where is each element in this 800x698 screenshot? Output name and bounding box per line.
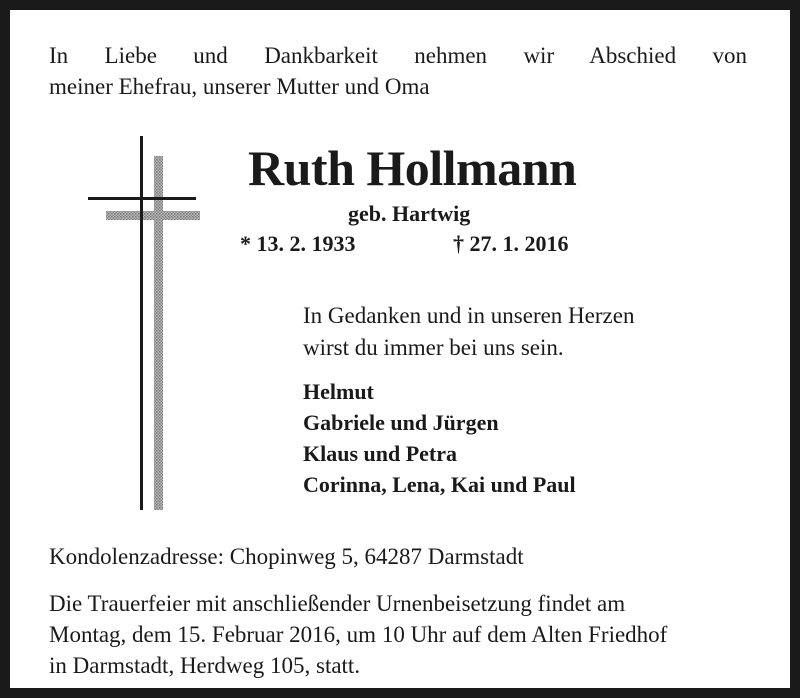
ceremony-info	[49, 588, 667, 681]
maiden-name: geb. Hartwig	[348, 201, 471, 226]
death-date: † 27. 1. 2016	[453, 231, 569, 256]
intro-text	[49, 40, 747, 102]
family-list	[303, 376, 576, 500]
family-member: Klaus und Petra	[303, 441, 458, 466]
family-member: Corinna, Lena, Kai und Paul	[303, 472, 576, 497]
intro-line-2: meiner Ehefrau, unserer Mutter und Oma	[49, 74, 430, 99]
ceremony-line-2: Montag, dem 15. Februar 2016, um 10 Uhr auf dem Alten Friedhof	[49, 622, 668, 647]
intro-line-1: In Liebe und Dankbarkeit nehmen wir Abschied von	[49, 43, 747, 68]
birth-date: * 13. 2. 1933	[240, 231, 356, 256]
ceremony-line-1: Die Trauerfeier mit anschließender Urnenbeisetzung findet am	[49, 591, 626, 616]
family-member: Helmut	[303, 379, 374, 404]
deceased-name: Ruth Hollmann	[248, 140, 577, 196]
family-member: Gabriele und Jürgen	[303, 410, 499, 435]
memorial-quote	[303, 300, 634, 364]
quote-line-2: wirst du immer bei uns sein.	[303, 335, 564, 360]
quote-line-1: In Gedanken und in unseren Herzen	[303, 303, 635, 328]
cross-icon	[78, 126, 200, 510]
condolence-address: Kondolenzadresse: Chopinweg 5, 64287 Darmstadt	[49, 544, 524, 569]
ceremony-line-3: in Darmstadt, Herdweg 105, statt.	[49, 653, 361, 678]
